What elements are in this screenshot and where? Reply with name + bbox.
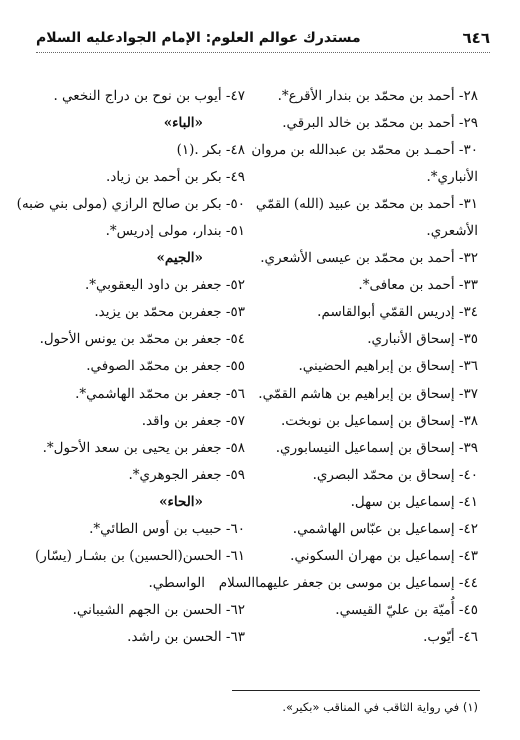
list-entry: ٤٧- أيوب بن نوح بن دراج النخعي .: [53, 88, 245, 104]
footnote: (١) في رواية الثاقب في المناقب «بكير».: [282, 700, 478, 714]
list-entry: ٥٦- جعفر بن محمّد الهاشمي*.: [75, 385, 245, 402]
list-entry-continuation: الأنباري*.: [426, 169, 478, 186]
list-entry: ٤٠- إسحاق بن محمّد البصري.: [312, 466, 478, 483]
list-entry: ٥٢- جعفر بن داود اليعقوبي*.: [84, 277, 245, 294]
section-heading-ha: «الحاء»: [159, 493, 203, 510]
section-heading-jim: «الجيم»: [156, 250, 203, 267]
list-entry: ٣٣- أحمد بن معافى*.: [358, 277, 478, 294]
list-entry: ٢٩- أحمد بن محمّد بن خالد البرقي.: [282, 115, 478, 132]
running-title: مستدرك عوالم العلوم: الإمام الجوادعليه السلام: [36, 30, 361, 46]
list-entry: ٤٤- إسماعيل بن موسى بن جعفر عليهماالسلام: [218, 574, 478, 591]
list-entry: ٣٨- إسحاق بن إسماعيل بن نوبخت.: [280, 412, 478, 429]
list-entry-continuation: الواسطي.: [148, 574, 205, 591]
list-entry: ٥٠- بكر بن صالح الرازي (مولى بني ضبه): [16, 196, 245, 213]
left-column: [16, 84, 245, 652]
list-entry: ٣٠- أحمـد بن محمّد بن عبدالله بن مروان: [251, 142, 478, 159]
list-entry: ٥٧- جعفر بن واقد.: [141, 412, 245, 429]
list-entry: ٣٦- إسحاق بن إبراهيم الحضيني.: [298, 358, 478, 375]
list-entry: ٥٩- جعفر الجوهري*.: [128, 466, 245, 483]
list-entry: ٤٣- إسماعيل بن مهران السكوني.: [290, 547, 478, 564]
list-entry: ٥٥- جعفر بن محمّد الصوفي.: [86, 358, 245, 375]
page-number: ٦٤٦: [462, 29, 490, 47]
list-entry: ٥١- بندار، مولى إدريس*.: [105, 223, 245, 240]
list-entry: ٤٨- بكر .(١): [176, 142, 245, 159]
header-divider: [36, 52, 490, 53]
list-entry: ٦٠- حبيب بن أوس الطائي*.: [89, 520, 245, 537]
list-entry: ٤٦- أيّوب.: [423, 628, 478, 645]
list-entry: ٦٣- الحسن بن راشد.: [127, 628, 245, 645]
section-heading-ba: «الباء»: [163, 115, 203, 132]
list-entry: ٤٥- أُميّة بن عليّ القيسي.: [335, 601, 478, 618]
list-entry: ٥٤- جعفر بن محمّد بن يونس الأحول.: [39, 331, 245, 348]
list-entry: ٣٩- إسحاق بن إسماعيل النيسابوري.: [275, 439, 478, 456]
list-entry-continuation: الأشعري.: [426, 223, 478, 240]
list-entry: ٦٢- الحسن بن الجهم الشيباني.: [72, 601, 245, 618]
list-entry: ٥٣- جعفربن محمّد بن يزيد.: [94, 304, 245, 321]
list-entry: ٣٢- أحمد بن محمّد بن عيسى الأشعري.: [260, 250, 478, 267]
page-header: [36, 26, 490, 50]
list-entry: ٣١- أحمد بن محمّد بن عبيد (الله) القمّي: [255, 196, 478, 213]
list-entry: ٣٥- إسحاق الأنباري.: [367, 331, 478, 348]
list-entry: ٣٤- إدريس القمّي أبوالقاسم.: [317, 304, 478, 321]
list-entry: ٦١- الحسن(الحسين) بن بشـار (يسّار): [34, 547, 245, 564]
right-column: [218, 84, 478, 652]
list-entry: ٣٧- إسحاق بن إبراهيم بن هاشم القمّي.: [258, 385, 478, 402]
list-entry: ٢٨- أحمد بن محمّد بن بندار الأقرع*.: [277, 88, 478, 104]
list-entry: ٤٩- بكر بن أحمد بن زياد.: [106, 169, 245, 186]
footnote-divider: [232, 690, 480, 691]
list-entry: ٥٨- جعفر بن يحيى بن سعد الأحول*.: [42, 439, 245, 456]
list-entry: ٤٢- إسماعيل بن عبّاس الهاشمي.: [292, 520, 478, 537]
list-entry: ٤١- إسماعيل بن سهل.: [350, 493, 478, 510]
